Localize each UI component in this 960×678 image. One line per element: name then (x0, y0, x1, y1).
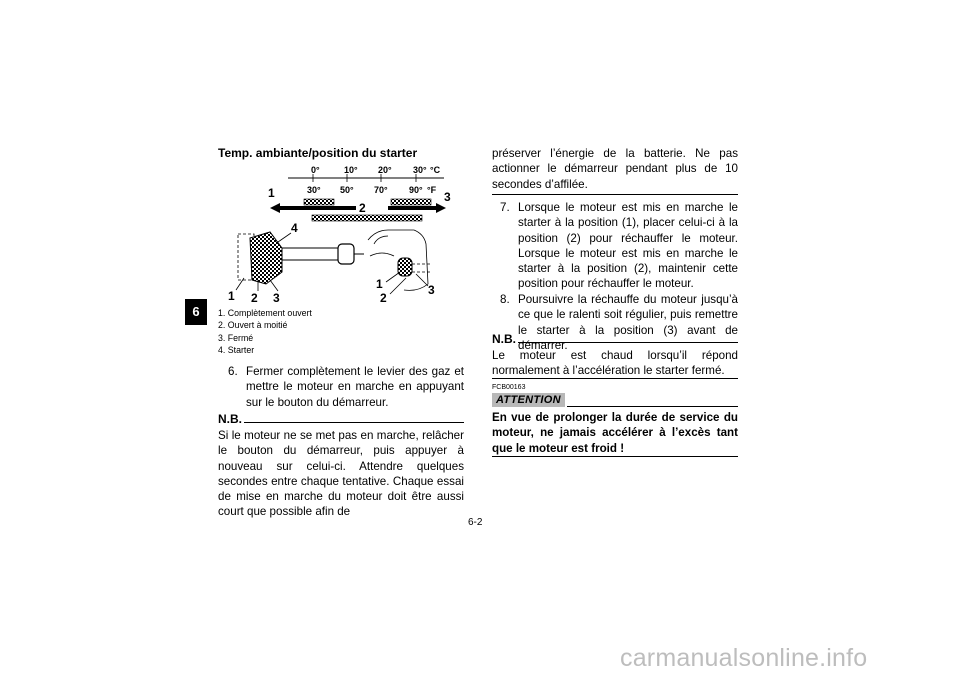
divider (492, 194, 738, 195)
divider (492, 378, 738, 379)
knob-callout-2: 2 (380, 291, 387, 305)
range-bar-open (304, 199, 334, 205)
range-bar-half (312, 215, 422, 221)
step-number: 8. (500, 293, 510, 306)
caution-heading (492, 393, 738, 407)
scale-callout-3: 3 (444, 190, 451, 204)
lever-callout-3: 3 (273, 291, 280, 305)
nb-text-right: Le moteur est chaud lorsqu’il répond normalement à l’accélération le starter fermé. (492, 349, 738, 378)
knob-callout-3: 3 (428, 283, 435, 297)
nb-heading-left: N.B. (218, 412, 464, 426)
step-number: 7. (500, 201, 510, 214)
caution-text: En vue de prolonger la durée de service du moteur, ne jamais accélérer à l’excès tant que le moteur est froid ! (492, 411, 738, 455)
lever-callout-2: 2 (251, 291, 258, 305)
choke-lever-body (250, 232, 282, 284)
legend-item: 2. Ouvert à moitié (218, 320, 288, 331)
fahrenheit-tick-70: 70° (374, 185, 388, 195)
step-text: Fermer complètement le levier des gaz et mettre le moteur en marche en appuyant sur le bouton du démarreur. (246, 365, 464, 409)
lever-callout-1: 1 (228, 289, 235, 303)
step-7 (500, 200, 738, 292)
figure-heading: Temp. ambiante/position du starter (218, 146, 418, 160)
celsius-tick-20: 20° (378, 165, 392, 175)
knob-callout-1: 1 (376, 277, 383, 291)
choke-knob (338, 244, 354, 264)
celsius-tick-10: 10° (344, 165, 358, 175)
scale-callout-2: 2 (359, 201, 366, 215)
celsius-tick-0: 0° (311, 165, 320, 175)
divider (492, 456, 738, 457)
legend-item: 3. Fermé (218, 332, 254, 343)
range-bar-closed (391, 199, 431, 205)
chapter-tab: 6 (185, 299, 207, 325)
fahrenheit-unit: °F (427, 185, 437, 195)
fahrenheit-tick-50: 50° (340, 185, 354, 195)
watermark: carmanualsonline.info (620, 644, 868, 672)
handlebar-choke-knob (398, 258, 412, 276)
continued-paragraph: préserver l’énergie de la batterie. Ne pas actionner le démarreur pendant plus de 10 secondes d’affilée. (492, 147, 738, 191)
step-text: Poursuivre la réchauffe du moteur jusqu’à ce que le ralenti soit régulier, puis remettre le starter à la position (3) avant de démarrer. (518, 293, 738, 352)
step-6 (228, 364, 464, 410)
fahrenheit-tick-90: 90° (409, 185, 423, 195)
step-text: Lorsque le moteur est mis en marche le starter à la position (1), placer celui-ci à la position (2) pour réchauffer le moteur. Lorsque le moteur est mis en marche le starter à la position (2), maintenir cette position pour réchauffer le moteur. (518, 201, 738, 291)
fahrenheit-tick-30: 30° (307, 185, 321, 195)
page-number: 6-2 (468, 517, 483, 528)
celsius-unit: °C (430, 165, 441, 175)
celsius-tick-30: 30° (413, 165, 427, 175)
nb-heading-right: N.B. (492, 332, 738, 346)
legend-item: 4. Starter (218, 345, 255, 356)
caution-label: ATTENTION (492, 393, 565, 407)
legend-item: 1. Complètement ouvert (218, 308, 312, 318)
choke-shaft (282, 248, 338, 260)
caution-code: FCB00163 (492, 384, 526, 391)
choke-position-figure (218, 160, 488, 306)
step-number: 6. (228, 365, 238, 378)
nb-text-left: Si le moteur ne se met pas en marche, relâcher le bouton du démarreur, puis appuyer à nouveau sur celui-ci. Attendre quelques secondes entre chaque tentative. Chaque essai de mise en marche du moteur doit être aussi court que possible afin de (218, 429, 464, 519)
figure-legend (218, 307, 312, 357)
scale-callout-1: 1 (268, 186, 275, 200)
lever-callout-4: 4 (291, 221, 298, 235)
